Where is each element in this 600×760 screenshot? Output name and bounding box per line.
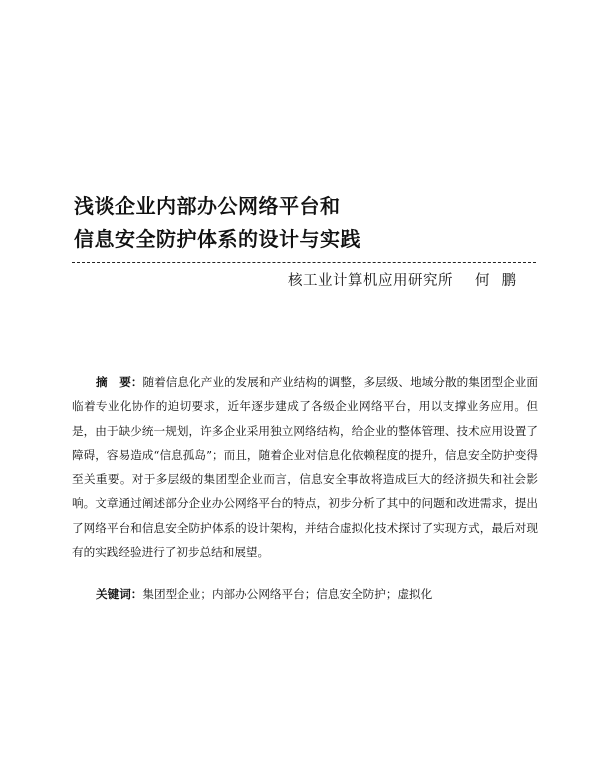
author-affiliation: 核工业计算机应用研究所 [288, 273, 453, 289]
keywords-line [96, 583, 538, 605]
keywords-label: 关键词： [96, 587, 143, 601]
title-divider [72, 262, 536, 263]
title-line-2: 信息安全防护体系的设计与实践 [74, 227, 361, 251]
author-name: 何鹏 [475, 273, 528, 289]
title-line-1: 浅谈企业内部办公网络平台和 [74, 194, 341, 218]
article-title [74, 190, 534, 256]
abstract-text: 随着信息化产业的发展和产业结构的调整，多层级、地域分散的集团型企业面临着专业化协作的迫切要求，近年逐步建成了各级企业网络平台，用以支撑业务应用。但是，由于缺少统一规划，许多企业采用独立网络结构，给企业的整体管理、技术应用设置了障碍，容易造成“信息孤岛”；而且，随着企业对信息化依赖程度的提升，信息安全防护变得至关重要。对于多层级的集团型企业而言，信息安全事故将造成巨大的经济损失和社会影响。文章通过阐述部分企业办公网络平台的特点，初步分析了其中的问题和改进需求，提出了网络平台和信息安全防护体系的设计架构，并结合虚拟化技术探讨了实现方式，最后对现有的实践经验进行了初步总结和展望。 [72, 375, 538, 560]
author-line [288, 269, 528, 293]
abstract-paragraph [72, 370, 538, 564]
keywords-text: 集团型企业；内部办公网络平台；信息安全防护；虚拟化 [142, 587, 433, 601]
abstract-label: 摘 要： [96, 375, 143, 389]
